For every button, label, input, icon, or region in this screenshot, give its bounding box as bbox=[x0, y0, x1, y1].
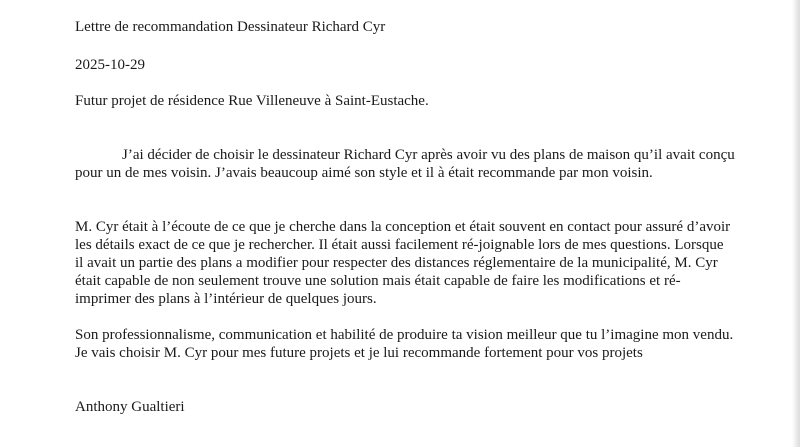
letter-date: 2025-10-29 bbox=[75, 57, 145, 73]
paragraph-intro-text: J’ai décider de choisir le dessinateur Richard Cyr après avoir vu des plans de maison qu’il avait conçu pour un de mes voisin. J’avais beaucoup aimé son style et il à était recommande par mon voisin. bbox=[75, 147, 735, 181]
signature: Anthony Gualtieri bbox=[75, 399, 185, 415]
paragraph-details-text: M. Cyr était à l’écoute de ce que je cherche dans la conception et était souvent en contact pour assuré d’avoir les détails exact de ce que je rechercher. Il était aussi facilement ré-joignable lors de mes questions. Lorsque il avait un partie des plans a modifier pour respecter des distances réglementaire de la municipalité, M. Cyr était capable de non seulement trouve une solution mais était capable de faire les modifications et ré-imprimer des plans à l’intérieur de quelques jours. bbox=[75, 219, 731, 307]
paragraph-conclusion bbox=[75, 326, 735, 362]
paragraph-intro bbox=[75, 146, 735, 182]
page-edge-shadow bbox=[792, 0, 800, 447]
paragraph-details bbox=[75, 218, 735, 308]
letter-heading: Lettre de recommandation Dessinateur Richard Cyr bbox=[75, 19, 386, 35]
letter-subject: Futur projet de résidence Rue Villeneuve à Saint-Eustache. bbox=[75, 93, 429, 109]
paragraph-conclusion-text: Son professionnalisme, communication et habilité de produire ta vision meilleur que tu l’imagine mon vendu. Je vais choisir M. Cyr pour mes future projets et je lui recommande fortement pour vos projets bbox=[75, 327, 734, 361]
